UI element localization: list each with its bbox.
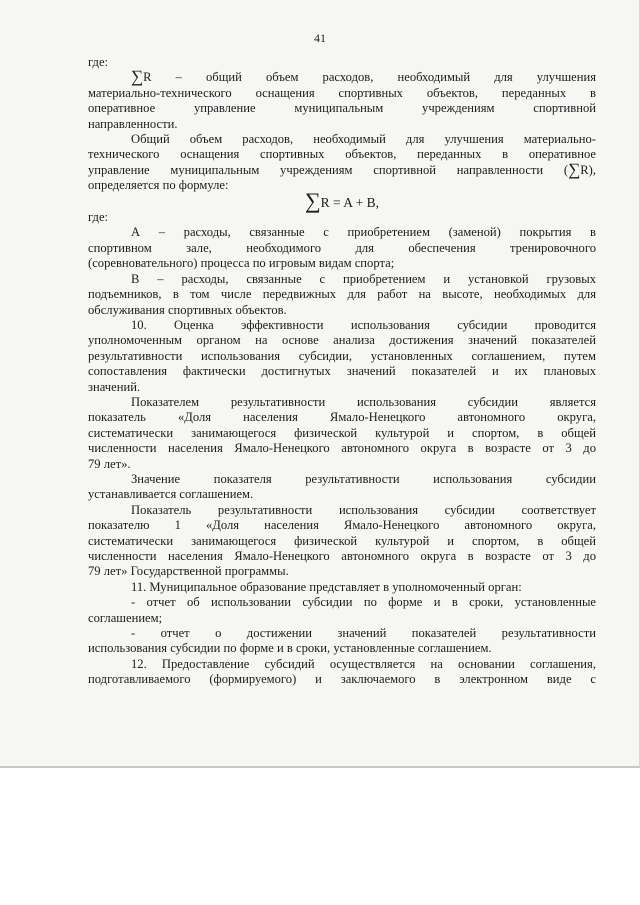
paragraph-line: Общий объем расходов, необходимый для улучшения материально- [131,132,596,147]
list-item-report-results: использования субсидии по форме и в сроки, установленные соглашением. [88,641,492,656]
definition-a [88,225,596,271]
paragraph-line: систематически занимающегося физической культурой и спортом, в общей [88,533,596,548]
paragraph-line: 11. Муниципальное образование представляет в уполномоченный орган: [131,579,522,594]
paragraph-line: сопоставления фактически достигнутых значений показателей и их плановых [88,364,596,379]
intro-gde: где: [88,55,109,69]
sigma-r-definition-line: материально-технического оснащения спортивных объектов, переданных в [88,85,596,100]
sigma-symbol: ∑ [304,187,321,213]
paragraph-line: показателю 1 «Доля населения Ямало-Ненецкого автономного округа, [88,518,596,533]
paragraph-line: 79 лет» Государственной программы. [88,564,289,579]
paragraph-line: (соревновательного) процесса по игровым видам спорта; [88,256,395,271]
paragraph-line: определяется по формуле: [88,178,229,193]
sigma-r-definition-line: направленности. [88,116,178,131]
paragraph-line: 12. Предоставление субсидий осуществляется на основании соглашения, [131,656,596,671]
paragraph-11 [88,580,596,657]
list-item-report-usage: - отчет об использовании субсидии по форме и в сроки, установленные [131,595,596,610]
gde-label: где: [88,210,109,225]
paragraph-line: подготавливаемого (формируемого) и заключаемого в электронном виде с [88,672,596,687]
paragraph-indicator [88,395,596,472]
paragraph-line: Показатель результативности использования субсидии соответствует [131,502,596,517]
paragraph-12 [88,657,596,688]
definition-b [88,272,596,318]
paragraph-line: спортивном зале, необходимого для обеспечения тренировочного [88,240,596,255]
sigma-r-definition-line: оперативное управление муниципальным учреждениям спортивной [88,101,596,116]
sigma-symbol: ∑ [568,159,581,179]
paragraph-line: 79 лет». [88,456,131,471]
paragraph-line: А – расходы, связанные с приобретением (заменой) покрытия в [131,225,596,240]
page-number: 41 [314,31,326,45]
paragraph-indicator-value [88,472,596,503]
paragraph-total-expenses [88,132,596,194]
document-body [88,55,596,688]
paragraph-line: В – расходы, связанные с приобретением и установкой грузовых [131,271,596,286]
paragraph-line: подъемников, в том числе передвижных для работ на высоте, необходимых для [88,287,596,302]
paragraph-10 [88,318,596,395]
paragraph-line: Значение показателя результативности использования субсидии [131,471,596,486]
paragraph-line: численности населения Ямало-Ненецкого автономного округа в возрасте от 3 до [88,441,596,456]
sigma-r-definition [88,67,596,132]
paragraph-line: Показателем результативности использования субсидии является [131,394,596,409]
paragraph-line: систематически занимающегося физической культурой и спортом, в общей [88,425,596,440]
sigma-symbol: ∑ [131,67,144,87]
list-item-report-results: - отчет о достижении значений показателей результативности [131,626,596,641]
paragraph-line: результативности использования субсидии, установленных соглашением, путем [88,348,596,363]
paragraph-line: уполномоченным органом на основе анализа достижения значений показателей [88,333,596,348]
paragraph-line: показатель «Доля населения Ямало-Ненецкого автономного округа, [88,410,596,425]
paragraph-line: устанавливается соглашением. [88,487,254,502]
paragraph-line: значений. [88,379,141,394]
paragraph-line: управление муниципальным учреждениям спортивной направленности (∑R), [88,159,596,179]
paragraph-line: технического оснащения спортивных объектов, переданных в оперативное [88,147,596,162]
paragraph-indicator-corresponds [88,503,596,580]
list-item-report-usage: соглашением; [88,610,163,625]
paragraph-line: обслуживания спортивных объектов. [88,302,287,317]
formula: ∑R = A + B, [304,187,380,213]
paragraph-line: 10. Оценка эффективности использования субсидии проводится [131,317,596,332]
sigma-r-definition-line: ∑R – общий объем расходов, необходимый для улучшения [131,67,596,87]
paragraph-line: численности населения Ямало-Ненецкого автономного округа в возрасте от 3 до [88,549,596,563]
